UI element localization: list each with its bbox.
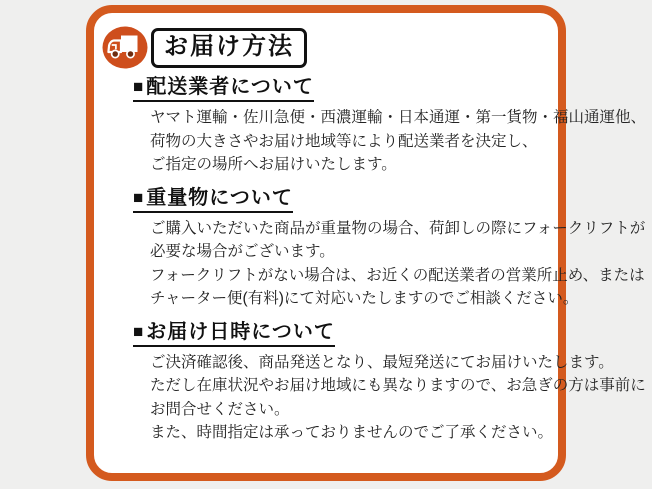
section-carriers (133, 76, 647, 177)
body-line: ヤマト運輸・佐川急便・西濃運輸・日本通運・第一貨物・福山通運他、 (150, 109, 647, 126)
body-line: ご指定の場所へお届けいたします。 (150, 156, 397, 173)
section-heavy-items-heading (133, 187, 293, 213)
square-bullet-icon: ■ (133, 187, 145, 207)
body-line: また、時間指定は承っておりませんのでご了承ください。 (150, 424, 554, 441)
body-line: 荷物の大きさやお届け地域等により配送業者を決定し、 (150, 132, 538, 150)
page-title: お届け方法 (151, 28, 307, 68)
section-heading-text: 配送業者について (146, 76, 314, 98)
truck-icon (102, 26, 148, 69)
section-carriers-body (150, 106, 647, 177)
section-heavy-items (133, 186, 646, 311)
sections-list (133, 76, 647, 445)
delivery-info-panel (86, 5, 647, 481)
square-bullet-icon: ■ (133, 321, 145, 341)
section-delivery-datetime-body (150, 351, 646, 445)
section-heading-text: お届け日時について (146, 320, 335, 343)
body-line: ご購入いただいた商品が重量物の場合、荷卸しの際にフォークリフトが (150, 219, 646, 237)
section-delivery-datetime-heading (133, 321, 335, 347)
body-line: フォークリフトがない場合は、お近くの配送業者の営業所止め、または (150, 266, 645, 284)
section-heading-text: 重量物について (146, 186, 293, 209)
section-delivery-datetime (133, 320, 646, 445)
panel-header (102, 26, 544, 69)
square-bullet-icon: ■ (133, 77, 145, 96)
panel-content (94, 13, 647, 445)
section-heavy-items-body (150, 217, 646, 311)
body-line: チャーター便(有料)にて対応いたしますのでご相談ください。 (150, 290, 579, 307)
body-line: 必要な場合がございます。 (150, 243, 335, 260)
section-carriers-heading (133, 76, 314, 102)
body-line: ただし在庫状況やお届け地域にも異なりますので、お急ぎの方は事前に (150, 377, 646, 394)
body-line: ご決済確認後、商品発送となり、最短発送にてお届けいたします。 (150, 353, 614, 371)
body-line: お問合せください。 (150, 400, 290, 418)
